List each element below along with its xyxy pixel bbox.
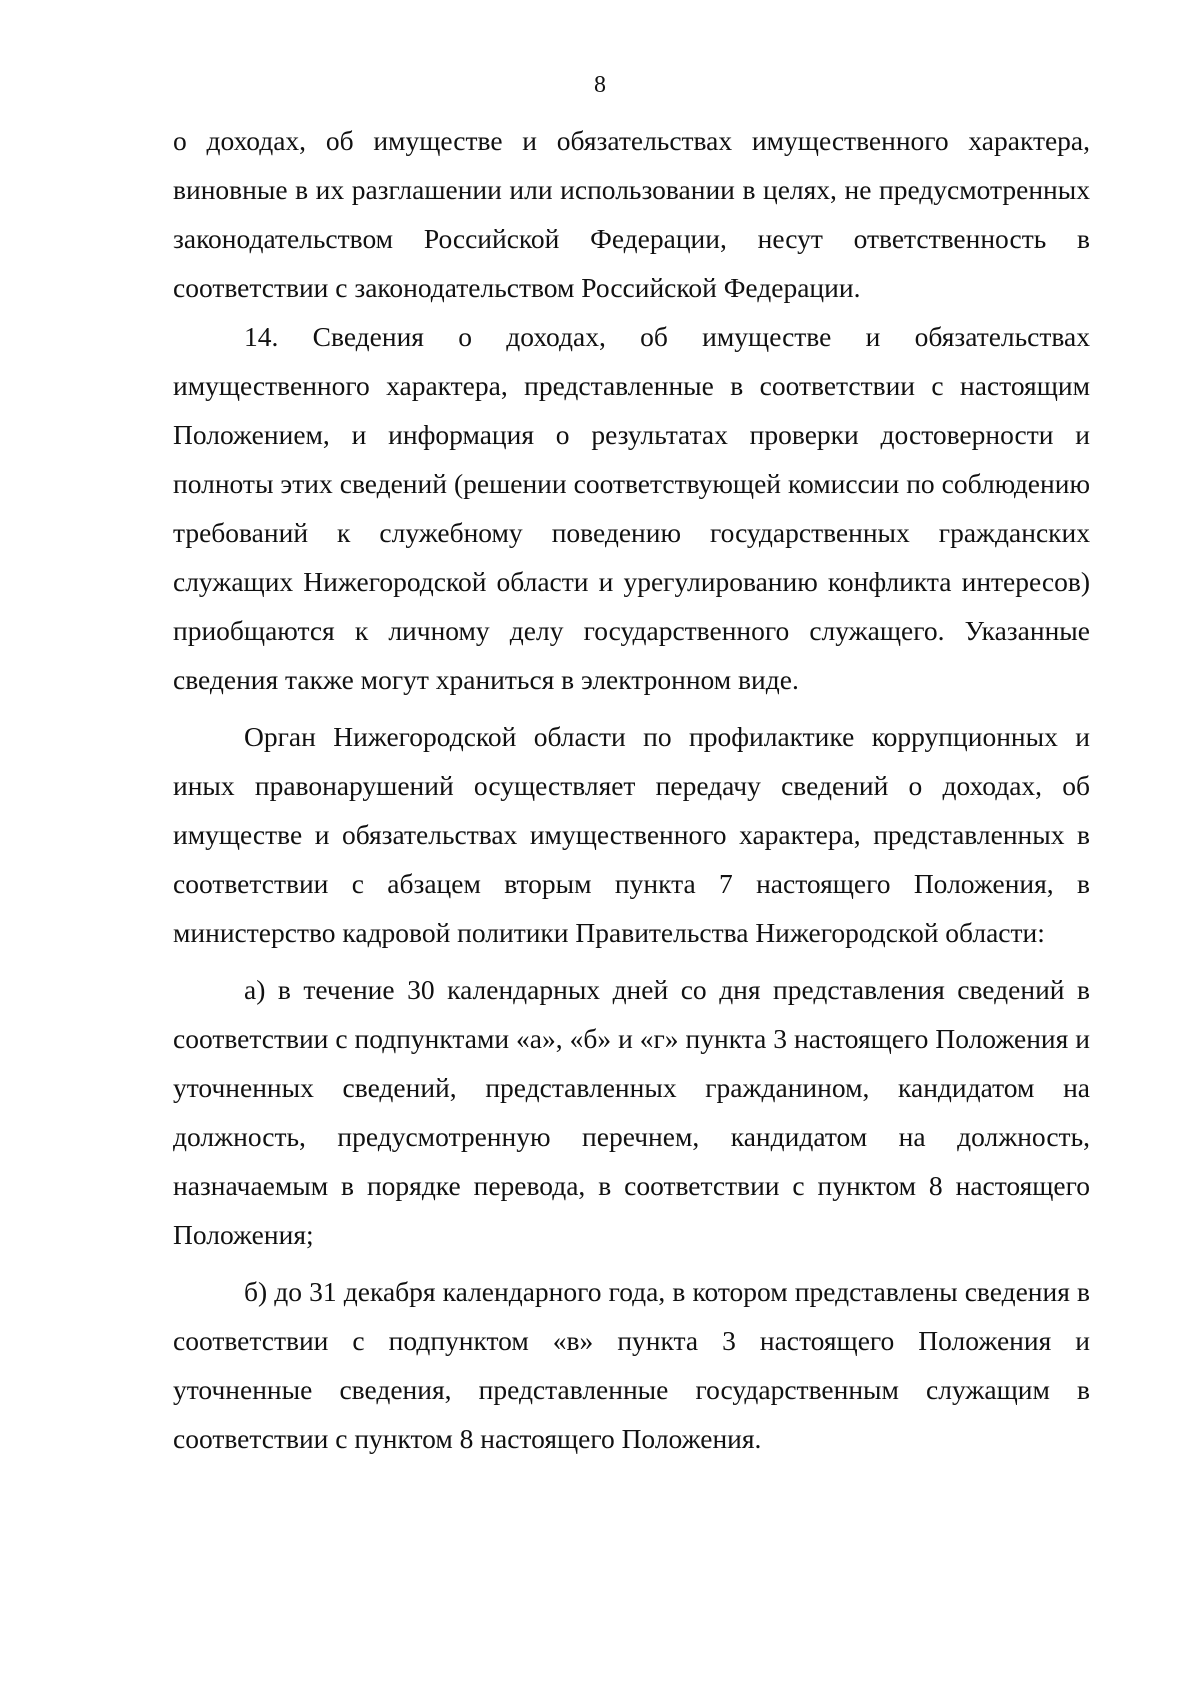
- paragraph-continuation: о доходах, об имуществе и обязательствах имущественного характера, виновные в их разглашении или использовании в целях, не предусмотренных законодательством Российской Федерации, несут ответственность в соответствии с законодательством Российской Федерации.: [173, 125, 1090, 303]
- paragraph-subitem-a: а) в течение 30 календарных дней со дня представления сведений в соответствии с подпунктами «а», «б» и «г» пункта 3 настоящего Положения и уточненных сведений, представленных гражданином, кандидатом на должность, предусмотренную перечнем, кандидатом на должность, назначаемым в порядке перевода, в соответствии с пунктом 8 настоящего Положения;: [173, 974, 1090, 1250]
- paragraph-transfer-organ: Орган Нижегородской области по профилактике коррупционных и иных правонарушений осуществляет передачу сведений о доходах, об имуществе и обязательствах имущественного характера, представленных в соответствии с абзацем вторым пункта 7 настоящего Положения, в министерство кадровой политики Правительства Нижегородской области:: [173, 721, 1090, 948]
- page-number: 8: [594, 72, 606, 98]
- document-body: [173, 116, 1090, 1463]
- paragraph-item-14: 14. Сведения о доходах, об имуществе и обязательствах имущественного характера, представленные в соответствии с настоящим Положением, и информация о результатах проверки достоверности и полноты этих сведений (решении соответствующей комиссии по соблюдению требований к служебному поведению государственных гражданских служащих Нижегородской области и урегулированию конфликта интересов) приобщаются к личному делу государственного служащего. Указанные сведения также могут храниться в электронном виде.: [173, 321, 1090, 695]
- paragraph-subitem-b: б) до 31 декабря календарного года, в котором представлены сведения в соответствии с подпунктом «в» пункта 3 настоящего Положения и уточненные сведения, представленные государственным служащим в соответствии с пунктом 8 настоящего Положения.: [173, 1276, 1090, 1454]
